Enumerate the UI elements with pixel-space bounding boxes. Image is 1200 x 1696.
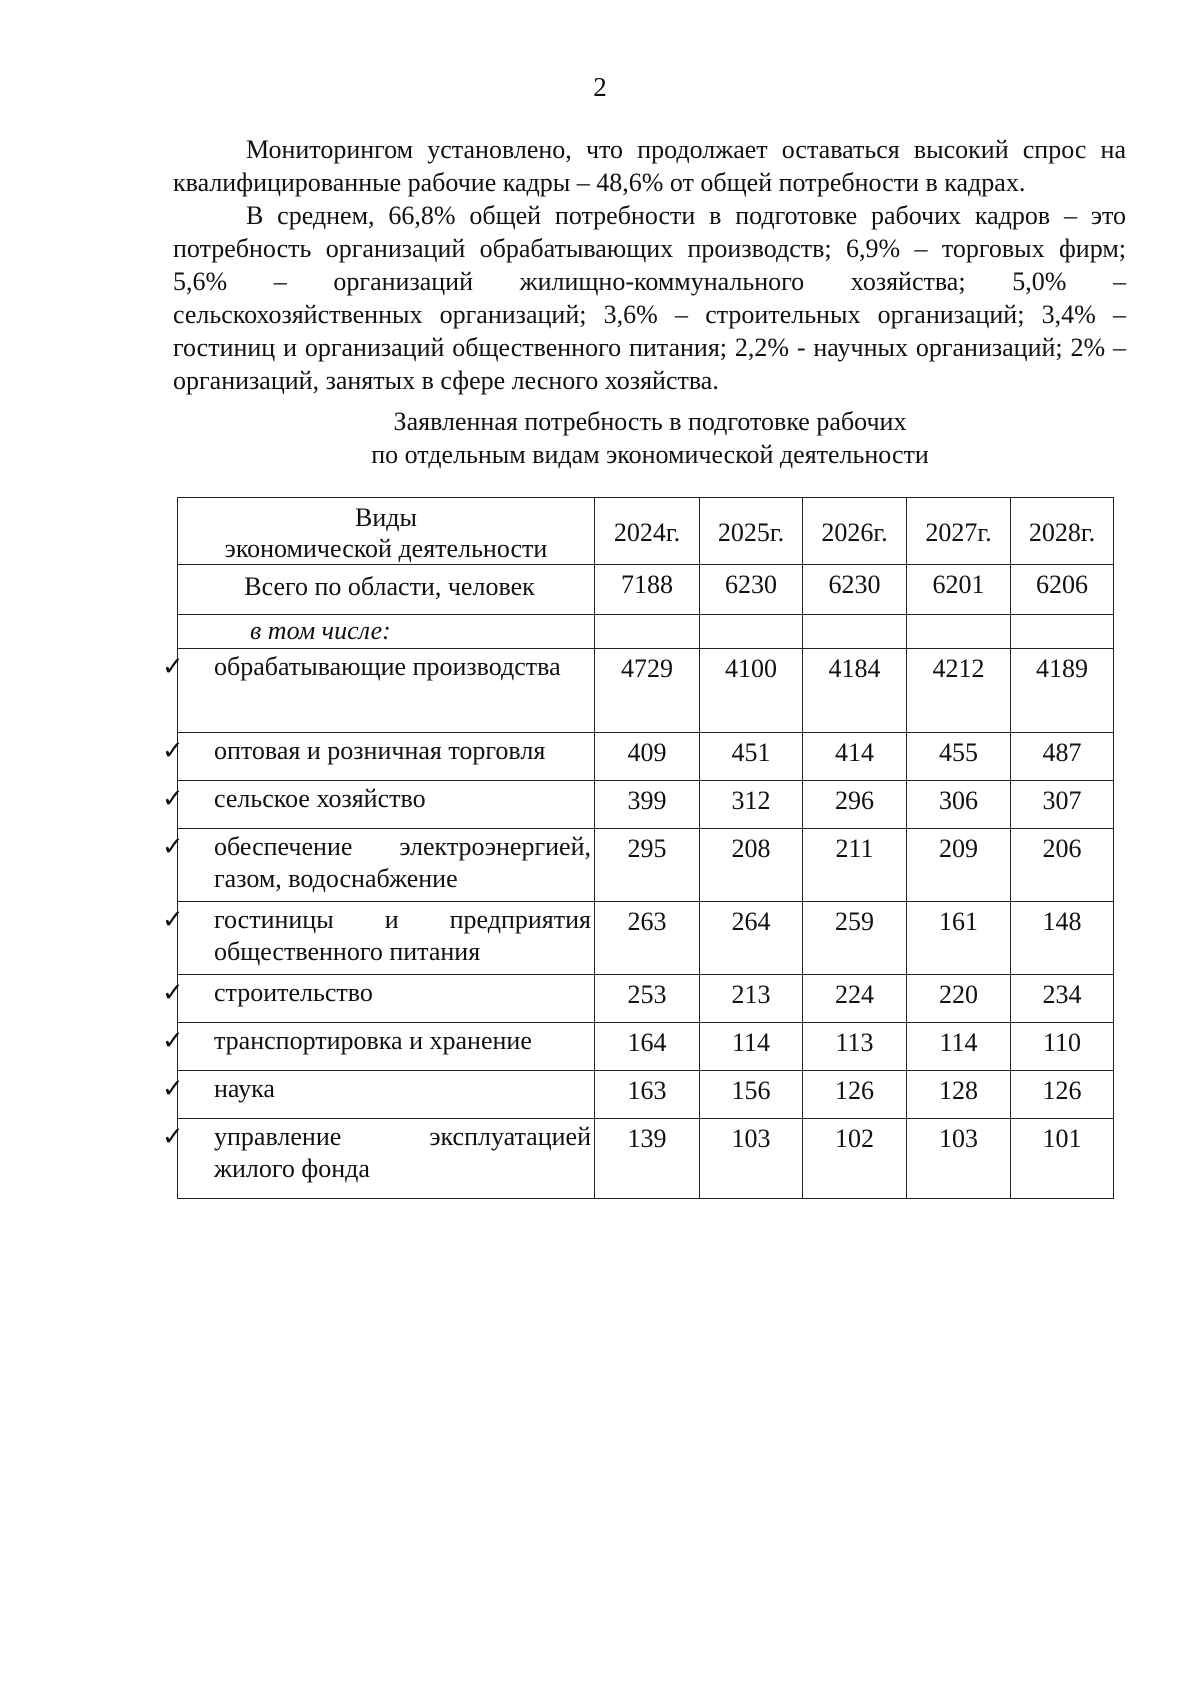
table-row [178, 649, 1114, 733]
row-value-2027: 455 [907, 733, 1011, 781]
row-value-2027: 220 [907, 975, 1011, 1023]
row-value-2028: 126 [1011, 1071, 1114, 1119]
row-value-2024: 139 [595, 1119, 700, 1199]
row-label-wrap [162, 735, 591, 767]
body-text [173, 133, 1126, 397]
total-label: Всего по области, человек [244, 572, 535, 601]
row-value-2027: 306 [907, 781, 1011, 829]
page-number: 2 [593, 72, 607, 102]
check-mark-icon: ✓ [162, 832, 184, 861]
header-year-2025: 2025г. [700, 498, 803, 565]
row-label-wrap [162, 1073, 591, 1105]
row-label-wrap [162, 904, 591, 968]
row-label: сельское хозяйство [214, 784, 426, 813]
table-row [178, 733, 1114, 781]
including-empty-cell [1011, 615, 1114, 649]
row-label-cell [162, 1023, 595, 1071]
table-row [178, 975, 1114, 1023]
row-label: строительство [214, 978, 373, 1007]
row-value-2024: 399 [595, 781, 700, 829]
including-empty-cell [700, 615, 803, 649]
table-row [178, 781, 1114, 829]
row-value-2026: 414 [803, 733, 907, 781]
row-label-wrap [162, 977, 591, 1009]
row-value-2025: 114 [700, 1023, 803, 1071]
row-value-2024: 263 [595, 902, 700, 975]
row-label-cell [162, 733, 595, 781]
row-value-2025: 4100 [700, 649, 803, 733]
row-value-2028: 4189 [1011, 649, 1114, 733]
row-value-2027: 103 [907, 1119, 1011, 1199]
row-label: обрабатывающие производства [214, 652, 561, 681]
demand-table [162, 497, 1114, 1199]
table-caption-line-1: Заявленная потребность в подготовке рабочих [393, 407, 907, 436]
row-label-cell [162, 1119, 595, 1199]
row-label-cell [162, 902, 595, 975]
row-value-2024: 295 [595, 829, 700, 902]
row-label-wrap [162, 651, 591, 683]
row-value-2028: 110 [1011, 1023, 1114, 1071]
paragraph-2: В среднем, 66,8% общей потребности в подготовке рабочих кадров – это потребность организаций обрабатывающих производств; 6,9% – торговых фирм; 5,6% – организаций жилищно-коммунального хозяйства; 5,0% – сельскохозяйственных организаций; 3,6% – строительных организаций; 3,4% – гостиниц и организаций общественного питания; 2,2% - научных организаций; 2% – организаций, занятых в сфере лесного хозяйства. [173, 201, 1126, 395]
header-year-2024: 2024г. [595, 498, 700, 565]
total-value-2026: 6230 [803, 565, 907, 615]
row-value-2024: 409 [595, 733, 700, 781]
header-year-2026: 2026г. [803, 498, 907, 565]
row-label-cell [162, 781, 595, 829]
row-value-2026: 211 [803, 829, 907, 902]
row-value-2024: 4729 [595, 649, 700, 733]
row-value-2025: 312 [700, 781, 803, 829]
row-value-2028: 234 [1011, 975, 1114, 1023]
row-value-2025: 213 [700, 975, 803, 1023]
row-value-2026: 224 [803, 975, 907, 1023]
table-caption [170, 405, 1130, 471]
row-value-2026: 4184 [803, 649, 907, 733]
row-value-2025: 103 [700, 1119, 803, 1199]
row-value-2028: 101 [1011, 1119, 1114, 1199]
header-year-2028: 2028г. [1011, 498, 1114, 565]
row-value-2025: 208 [700, 829, 803, 902]
row-value-2028: 148 [1011, 902, 1114, 975]
including-empty-cell [595, 615, 700, 649]
row-value-2026: 102 [803, 1119, 907, 1199]
row-value-2027: 209 [907, 829, 1011, 902]
row-label: оптовая и розничная торговля [214, 736, 546, 765]
row-label-cell [162, 1071, 595, 1119]
check-mark-icon: ✓ [162, 652, 184, 681]
check-mark-icon: ✓ [162, 978, 184, 1007]
row-value-2024: 163 [595, 1071, 700, 1119]
row-value-2026: 126 [803, 1071, 907, 1119]
row-label: транспортировка и хранение [214, 1026, 532, 1055]
row-label: наука [214, 1074, 275, 1103]
table-caption-line-2: по отдельным видам экономической деятельности [371, 440, 929, 469]
row-value-2024: 253 [595, 975, 700, 1023]
header-kind-cell [178, 498, 595, 565]
header-row [178, 498, 1114, 565]
table-row [178, 1023, 1114, 1071]
row-value-2028: 206 [1011, 829, 1114, 902]
row-label-cell [162, 829, 595, 902]
row-value-2026: 296 [803, 781, 907, 829]
total-label-cell [178, 565, 595, 615]
row-value-2028: 307 [1011, 781, 1114, 829]
row-value-2025: 451 [700, 733, 803, 781]
row-label-cell [162, 975, 595, 1023]
total-value-2028: 6206 [1011, 565, 1114, 615]
row-value-2024: 164 [595, 1023, 700, 1071]
row-label: гостиницы и предприятия общественного питания [214, 905, 591, 966]
row-value-2027: 4212 [907, 649, 1011, 733]
row-label-wrap [162, 783, 591, 815]
check-mark-icon: ✓ [162, 905, 184, 934]
including-empty-cell [907, 615, 1011, 649]
header-kind-line-2: экономической деятельности [224, 534, 548, 563]
table-row [178, 902, 1114, 975]
including-label: в том числе: [178, 615, 595, 649]
table-row [178, 1071, 1114, 1119]
including-row [178, 615, 1114, 649]
row-value-2027: 128 [907, 1071, 1011, 1119]
header-kind-line-1: Виды [355, 503, 417, 532]
check-mark-icon: ✓ [162, 736, 184, 765]
row-value-2028: 487 [1011, 733, 1114, 781]
check-mark-icon: ✓ [162, 1026, 184, 1055]
row-label: обеспечение электроэнергией, газом, водоснабжение [214, 832, 591, 893]
row-label-wrap [162, 1025, 591, 1057]
row-value-2027: 161 [907, 902, 1011, 975]
check-mark-icon: ✓ [162, 1122, 184, 1151]
total-value-2027: 6201 [907, 565, 1011, 615]
check-mark-icon: ✓ [162, 784, 184, 813]
check-mark-icon: ✓ [162, 1074, 184, 1103]
table-row [178, 829, 1114, 902]
row-label: управление эксплуатацией жилого фонда [214, 1122, 591, 1183]
row-value-2025: 156 [700, 1071, 803, 1119]
row-value-2025: 264 [700, 902, 803, 975]
total-value-2024: 7188 [595, 565, 700, 615]
paragraph-1: Мониторингом установлено, что продолжает оставаться высокий спрос на квалифицированные рабочие кадры – 48,6% от общей потребности в кадрах. [173, 135, 1126, 197]
row-label-wrap [162, 831, 591, 895]
row-value-2026: 259 [803, 902, 907, 975]
table-row [178, 1119, 1114, 1199]
row-value-2027: 114 [907, 1023, 1011, 1071]
including-empty-cell [803, 615, 907, 649]
row-value-2026: 113 [803, 1023, 907, 1071]
total-value-2025: 6230 [700, 565, 803, 615]
header-year-2027: 2027г. [907, 498, 1011, 565]
total-row [178, 565, 1114, 615]
row-label-cell [162, 649, 595, 733]
row-label-wrap [162, 1121, 591, 1185]
